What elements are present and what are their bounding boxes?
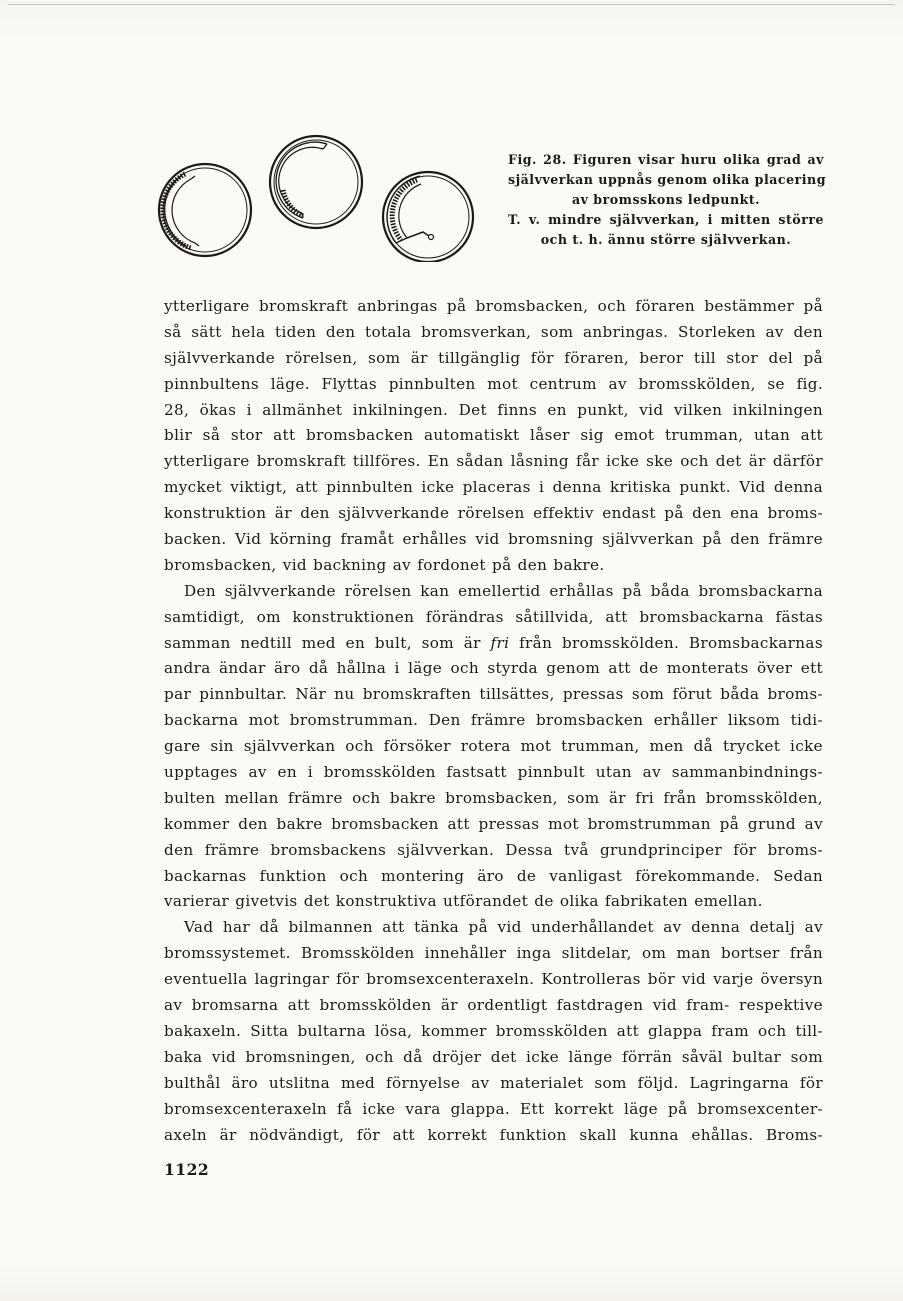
text-line: par pinnbultar. När nu bromskraften tillsättes, pressas som förut båda broms- [164, 685, 823, 704]
text-line: bulthål äro utslitna med förnyelse av materialet som följd. Lagringarna för [164, 1073, 823, 1092]
caption-line: av bromsskons ledpunkt. [571, 192, 761, 207]
caption-line: Fig. 28. Figuren visar huru olika grad av [508, 152, 824, 167]
text-line: eventuella lagringar för bromsexcenteraxeln. Kontrolleras bör vid varje översyn [164, 970, 823, 989]
paragraph-3 [164, 915, 823, 1148]
text-line: blir så stor att bromsbacken automatiskt låser sig emot trumman, utan att [164, 426, 823, 445]
text-line: den främre bromsbackens självverkan. Dessa två grundprinciper för broms- [164, 840, 823, 859]
text-line: axeln är nödvändigt, för att korrekt funktion skall kunna ehållas. Broms- [164, 1125, 823, 1144]
text-line: baka vid bromsningen, och då dröjer det icke länge förrän såväl bultar som [164, 1047, 823, 1066]
body-text [164, 294, 823, 1148]
text-line: bromsbacken, vid backning av fordonet på den bakre. [164, 555, 605, 574]
text-line: bakaxeln. Sitta bultarna lösa, kommer bromsskölden att glappa fram och till- [164, 1021, 823, 1040]
text-line: konstruktion är den självverkande rörelsen effektiv endast på den ena broms- [164, 504, 823, 523]
text-line: bulten mellan främre och bakre bromsbacken, som är fri från bromsskölden, [164, 788, 823, 807]
text-line: samtidigt, om konstruktionen förändras såtillvida, att bromsbackarna fästas [164, 607, 823, 626]
paragraph-2 [164, 579, 823, 916]
text-line: pinnbultens läge. Flyttas pinnbulten mot centrum av bromsskölden, se fig. [164, 374, 823, 393]
text-line: backarnas funktion och montering äro de vanligast förekommande. Sedan [164, 866, 823, 885]
text-line: självverkande rörelsen, som är tillgänglig för föraren, beror till stor del på [164, 348, 823, 367]
caption-line: självverkan uppnås genom olika placering [508, 172, 826, 187]
figure-28-illustration [155, 130, 485, 262]
brake-shoe-middle-icon [270, 136, 362, 228]
text-line: backarna mot bromstrumman. Den främre bromsbacken erhåller liksom tidi- [164, 711, 823, 730]
page-edge-rule [8, 4, 895, 5]
paragraph-1 [164, 294, 823, 579]
text-line: mycket viktigt, att pinnbulten icke placeras i denna kritiska punkt. Vid denna [164, 478, 823, 497]
text-line: andra ändar äro då hållna i läge och styrda genom att de monterats över ett [164, 659, 823, 678]
italic-word: fri [490, 633, 510, 652]
text-line-with-italic [164, 631, 823, 657]
text-line: gare sin självverkan och försöker rotera mot trumman, men då trycket icke [164, 737, 823, 756]
text-line: ytterligare bromskraft tillföres. En sådan låsning får icke ske och det är därför [164, 452, 823, 471]
text-segment: samman nedtill med en bult, som är [164, 633, 481, 652]
figure-caption [508, 150, 824, 250]
text-line: ytterligare bromskraft anbringas på bromsbacken, och föraren bestämmer på [164, 297, 823, 315]
text-line: upptages av en i bromsskölden fastsatt pinnbult utan av sammanbindnings- [164, 763, 823, 782]
text-line: backen. Vid körning framåt erhålles vid bromsning självverkan på den främre [164, 530, 823, 549]
brake-shoe-left-icon [159, 164, 251, 256]
text-line: Den självverkande rörelsen kan emellertid erhållas på båda bromsbackarna [184, 581, 823, 600]
text-line: kommer den bakre bromsbacken att pressas mot bromstrumman på grund av [164, 814, 823, 833]
text-line: av bromsarna att bromsskölden är ordentligt fastdragen vid fram- respektive [164, 996, 823, 1015]
text-line: bromssystemet. Bromsskölden innehåller inga slitdelar, om man bortser från [164, 944, 823, 963]
text-segment: från bromsskölden. Bromsbackarnas [519, 633, 823, 652]
text-line: 28, ökas i allmänhet inkilningen. Det finns en punkt, vid vilken inkilningen [164, 400, 823, 419]
caption-line: T. v. mindre självverkan, i mitten större [508, 212, 824, 227]
text-line: Vad har då bilmannen att tänka på vid underhållandet av denna detalj av [184, 918, 823, 937]
text-line: så sätt hela tiden den totala bromsverkan, som anbringas. Storleken av den [164, 322, 823, 341]
caption-line: och t. h. ännu större självverkan. [540, 232, 792, 247]
brake-shoe-right-icon [383, 172, 473, 262]
text-line: varierar givetvis det konstruktiva utförandet de olika fabrikaten emellan. [164, 892, 763, 911]
page-number: 1122 [164, 1160, 210, 1179]
text-line: bromsexcenteraxeln få icke vara glappa. Ett korrekt läge på bromsexcenter- [164, 1099, 823, 1118]
